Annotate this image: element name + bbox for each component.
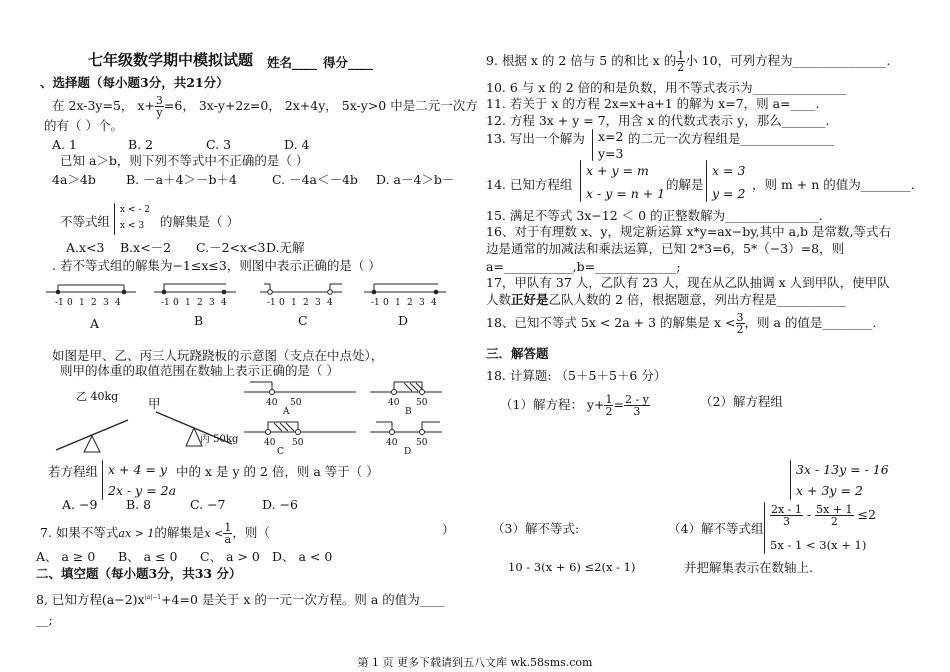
- q4-tick-label: 4: [327, 298, 333, 308]
- q4-label-c: C: [298, 313, 308, 328]
- q1-option-d[interactable]: D. 4: [284, 137, 310, 152]
- name-field[interactable]: 姓名____: [267, 55, 318, 70]
- q5-d-50: 50: [416, 438, 428, 448]
- q6-option-b[interactable]: B. 8: [126, 497, 152, 512]
- q14-text-2: 的解是: [666, 177, 704, 192]
- p2-brace: [790, 460, 791, 500]
- q6-text-2: 中的 x 是 y 的 2 倍，则 a 等于（ ）: [176, 464, 379, 479]
- p3-text: （3）解不等式:: [492, 521, 580, 536]
- q17-text-a: 17，甲队有 37 人，乙队有 23 人，现在从乙队抽调 x 人到甲队，使甲队: [486, 275, 890, 290]
- q5-bing-label: 丙 50kg: [200, 434, 239, 445]
- q10-text: 10. 6 与 x 的 2 倍的和是负数，用不等式表示为_______________: [486, 80, 847, 95]
- q4-tick-label: -1: [161, 298, 170, 308]
- q14-sys-2: x - y = n + 1: [586, 186, 666, 201]
- q7-close: ）: [442, 522, 455, 537]
- q4-tick-label: 2: [91, 298, 97, 308]
- q1-option-c[interactable]: C. 3: [206, 137, 232, 152]
- q4-tick-label: 1: [395, 298, 401, 308]
- q4-tick-label: 3: [315, 298, 321, 308]
- q4-tick-label: 2: [197, 298, 203, 308]
- q5-label-a: A: [283, 407, 290, 417]
- p4-text: （4）解不等式组: [668, 521, 764, 536]
- p2-text: （2）解方程组: [700, 394, 783, 409]
- q3-brace: [114, 203, 115, 235]
- q5-c-40: 40: [264, 438, 276, 448]
- q4-line-b[interactable]: [154, 284, 236, 294]
- q4-tick-label: 3: [103, 298, 109, 308]
- q7-option-c[interactable]: C、 a > 0: [200, 549, 260, 564]
- q14-sol-brace: [706, 160, 707, 202]
- q18-calc-text: 18. 计算题: （5＋5＋5＋6 分）: [486, 368, 667, 383]
- q11-text: 11. 若关于 x 的方程 2x=x+a+1 的解为 x=7，则 a=____.: [486, 96, 820, 111]
- q4-label-b: B: [194, 313, 204, 328]
- q2-option-b[interactable]: B. －a＋4＞－b＋4: [126, 172, 237, 187]
- p2-sys-2: x + 3y = 2: [796, 483, 863, 498]
- q4-tick-label: 1: [79, 298, 85, 308]
- q5-jia-label: 甲: [148, 396, 161, 411]
- score-field[interactable]: 得分____: [323, 55, 374, 70]
- q5-yi-label: 乙 40kg: [76, 390, 119, 403]
- q6-option-c[interactable]: C. −7: [190, 497, 226, 512]
- q5-a-40: 40: [266, 398, 278, 408]
- q4-tick-label: 1: [185, 298, 191, 308]
- q4-tick-label: 3: [419, 298, 425, 308]
- q5-b-50: 50: [416, 398, 428, 408]
- q17-text-b: 人数正好是乙队人数的 2 倍，根据题意，列出方程是___________: [486, 292, 846, 307]
- q4-line-d[interactable]: [364, 284, 446, 294]
- q13-sys-1: x=2: [598, 129, 624, 144]
- q13-brace: [592, 129, 593, 161]
- q3-sys-1: x < - 2: [120, 205, 150, 215]
- section-choice-heading: 、选择题（每小题3分，共21分）: [40, 75, 229, 90]
- p1-text: （1）解方程： y+ $\frac{1}{2}$ = $\frac{2 - y}{3}$: [500, 393, 649, 418]
- q6-brace: [102, 460, 103, 500]
- q3-option-a[interactable]: A.x<3: [66, 240, 105, 255]
- q4-tick-label: 1: [291, 298, 297, 308]
- q18a-text: 18、已知不等式 5x < 2a + 3 的解集是 x < $\frac{3}{2}$ ，则 a 的值是________.: [486, 311, 877, 336]
- q4-tick-label: 0: [67, 298, 73, 308]
- q14-brace: [580, 160, 581, 202]
- q3-text-2: 的解集是（ ）: [160, 214, 239, 229]
- q6-sys-1: x + 4 = y: [108, 462, 167, 477]
- q3-option-c[interactable]: C.－2<x<3: [196, 240, 266, 255]
- q1-text: 在 2x-3y=5， x+ $\frac{3}{y}$ =6， 3x-y+2z=0， 2x+4y， 5x-y>0 中是二元一次方: [52, 94, 478, 119]
- q2-option-a[interactable]: 4a＞4b: [52, 172, 96, 187]
- q8-text-cont: __;: [36, 612, 53, 627]
- q4-tick-label: 4: [115, 298, 121, 308]
- q12-text: 12. 方程 3x + y = 7，用含 x 的代数式表示 y，那么_______.: [486, 113, 830, 128]
- q6-text: 若方程组: [48, 464, 99, 479]
- q3-option-b[interactable]: B.x<－2: [120, 240, 172, 255]
- section-fill-heading: 二、填空题（每小题3分，共33 分）: [36, 566, 242, 581]
- q5-label-b: B: [405, 407, 412, 417]
- q14-text-3: ，则 m + n 的值为________.: [752, 177, 915, 192]
- q5-label-c: C: [277, 447, 284, 457]
- q5-seesaw-figures: [52, 406, 252, 456]
- p3-expression: 10 - 3(x + 6) ≤2(x - 1): [508, 560, 636, 574]
- q16-text-a: 16、对于有理数 x、y，规定新运算 x*y=ax−by,其中 a,b 是常数,等式右: [486, 224, 891, 239]
- q4-tick-label: 3: [209, 298, 215, 308]
- q4-tick-label: 4: [431, 298, 437, 308]
- q1-text-cont: 的有（ ）个。: [44, 118, 123, 133]
- q4-label-d: D: [398, 313, 409, 328]
- q2-option-d[interactable]: D. a－4＞b－: [376, 172, 455, 187]
- p4-brace: [764, 502, 765, 554]
- q5-option-c[interactable]: [244, 422, 356, 435]
- q14-sys-1: x + y = m: [586, 163, 649, 178]
- p4-line-1: $\frac{2x - 1}{3}$ - $\frac{5x + 1}{2}$ ≤2: [771, 503, 876, 528]
- q5-c-50: 50: [292, 438, 304, 448]
- q4-line-c[interactable]: [260, 284, 342, 294]
- q6-option-a[interactable]: A. −9: [62, 497, 98, 512]
- q13-text: 13. 写出一个解为: [486, 131, 585, 146]
- q5-option-a[interactable]: [244, 382, 356, 395]
- q7-option-a[interactable]: A、 a ≥ 0: [36, 549, 96, 564]
- q4-tick-label: 2: [407, 298, 413, 308]
- q5-d-40: 40: [386, 438, 398, 448]
- q5-text: 如图是甲、乙、丙三人玩跷跷板的示意图（支点在中点处），: [52, 348, 384, 363]
- q5-b-40: 40: [388, 398, 400, 408]
- page-title: 七年级数学期中模拟试题: [88, 51, 254, 69]
- q3-text: 不等式组: [60, 214, 111, 229]
- q9-text: 9. 根据 x 的 2 倍与 5 的和比 x 的 $\frac{1}{2}$ 小 10，可列方程为_______________.: [486, 49, 891, 74]
- q14-sol-1: x = 3: [712, 163, 746, 178]
- q4-tick-label: -1: [267, 298, 276, 308]
- q16-text-c: a=___________,b=_____________;: [486, 259, 681, 274]
- q3-option-d[interactable]: D.无解: [266, 240, 305, 255]
- q14-text: 14. 已知方程组: [486, 177, 573, 192]
- q1-option-b[interactable]: B. 2: [128, 137, 154, 152]
- q4-tick-label: 2: [303, 298, 309, 308]
- q2-option-c[interactable]: C. －4a＜－4b: [272, 172, 358, 187]
- q4-tick-label: 0: [279, 298, 285, 308]
- q13-text-2: 的二元一次方程组是_______________: [628, 131, 835, 146]
- q5-option-d[interactable]: [370, 422, 442, 435]
- q3-sys-2: x < 3: [120, 221, 145, 231]
- q5-label-d: D: [404, 447, 412, 457]
- q4-tick-label: 0: [173, 298, 179, 308]
- q13-sys-2: y=3: [598, 146, 624, 161]
- q7-option-d[interactable]: D、 a < 0: [272, 549, 333, 564]
- q4-label-a: A: [90, 316, 100, 331]
- q4-tick-label: -1: [371, 298, 380, 308]
- q4-tick-label: -1: [55, 298, 64, 308]
- page-footer: 第 1 页 更多下载请到五八文库 wk.58sms.com: [357, 656, 593, 669]
- q7-text: 7. 如果不等式ax > 1的解集是x < $\frac{1}{a}$ ，则（: [40, 521, 270, 546]
- q4-text: . 若不等式组的解集为−1≤x≤3，则图中表示正确的是（ ）: [52, 258, 381, 273]
- section-answer-heading: 三．解答题: [486, 346, 549, 361]
- q2-text: 已知 a＞b，则下列不等式中不正确的是（ ）: [60, 153, 309, 168]
- q5-option-b[interactable]: [370, 382, 442, 395]
- p2-sys-1: 3x - 13y = - 16: [796, 462, 889, 477]
- p4-line-2: 5x - 1 < 3(x + 1): [770, 538, 867, 552]
- p4-tail: 并把解集表示在数轴上.: [684, 560, 813, 575]
- q5-text-2: 则甲的体重的取值范围在数轴上表示正确的是（ ）: [60, 363, 339, 378]
- q7-option-b[interactable]: B、 a ≤ 0: [118, 549, 178, 564]
- q15-text: 15. 满足不等式 3x−12 ＜ 0 的正整数解为_______________.: [486, 208, 823, 223]
- q4-tick-label: 4: [221, 298, 227, 308]
- q1-option-a[interactable]: A. 1: [52, 137, 77, 152]
- q6-option-d[interactable]: D. −6: [262, 497, 298, 512]
- q4-tick-label: 0: [383, 298, 389, 308]
- q4-line-a[interactable]: [46, 285, 136, 294]
- q8-text: 8, 已知方程$(a-2)x^{|a|-1}+4=0$ 是关于 x 的一元一次方程。则 a 的值为____: [36, 592, 445, 608]
- q5-a-50: 50: [290, 398, 302, 408]
- q16-text-b: 边是通常的加减法和乘法运算，已知 2*3=6，5*（−3）=8，则: [486, 241, 845, 256]
- q14-sol-2: y = 2: [712, 186, 746, 201]
- q6-sys-2: 2x - y = 2a: [108, 483, 177, 498]
